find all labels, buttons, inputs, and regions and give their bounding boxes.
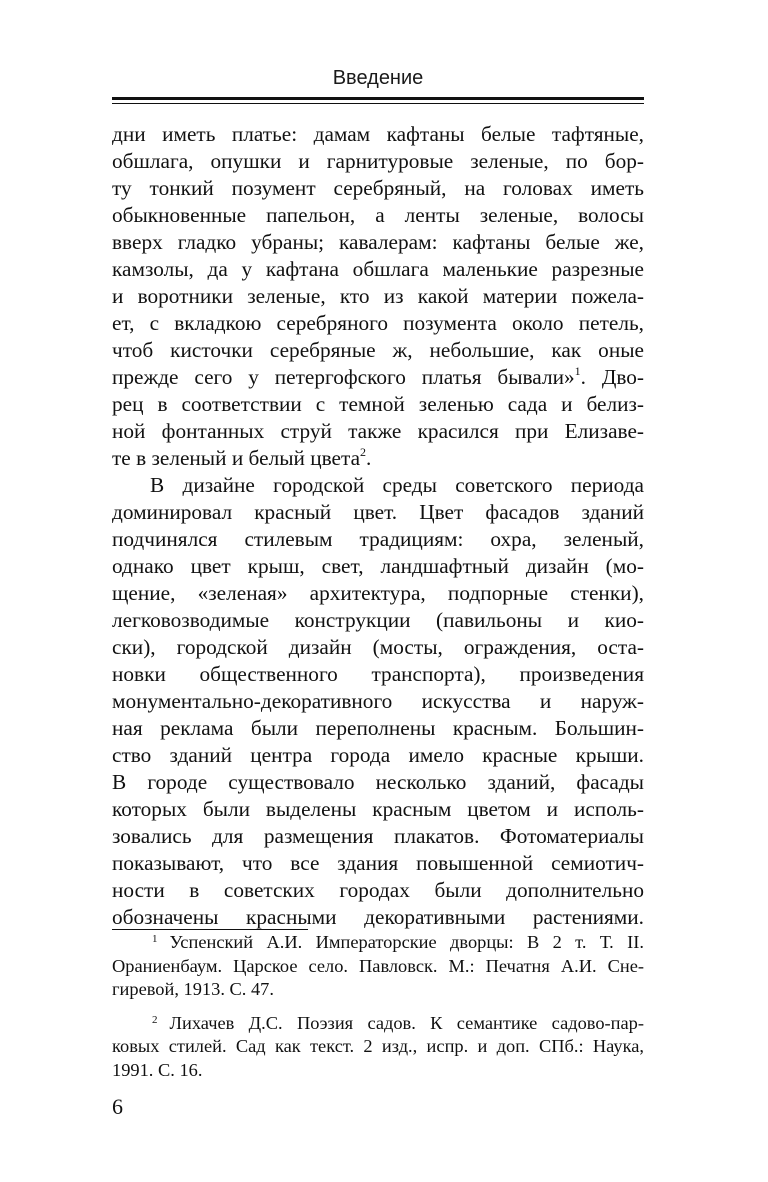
text-line: монументально-декоративного искусства и наруж- xyxy=(112,689,644,713)
body-text xyxy=(112,121,644,931)
text-line: ту тонкий позумент серебряный, на головах иметь xyxy=(112,176,644,200)
text-line-with-footnote-ref xyxy=(112,445,644,472)
footnote-mark: 2 xyxy=(152,1013,158,1026)
text-line: ности в советских городах были дополнительно xyxy=(112,878,644,902)
text-line: обшлага, опушки и гарнитуровые зеленые, по бор- xyxy=(112,149,644,173)
footnote-text: Лихачев Д.С. Поэзия садов. К семантике садово-пар- xyxy=(169,1012,644,1033)
text-line: ет, с вкладкою серебряного позумента около петель, xyxy=(112,311,644,335)
footnote-text: Успенский А.И. Императорские дворцы: В 2 т. Т. II. xyxy=(169,932,644,952)
text-line: которых были выделены красным цветом и исполь- xyxy=(112,797,644,821)
text-line: подчинялся стилевым традициям: охра, зеленый, xyxy=(112,527,644,551)
text-segment: . xyxy=(366,446,372,470)
text-line: камзолы, да у кафтана обшлага маленькие разрезные xyxy=(112,257,644,281)
text-line: ски), городской дизайн (мосты, ограждения, оста- xyxy=(112,635,644,659)
footnote-line: 1991. С. 16. xyxy=(112,1059,203,1080)
running-head: Введение xyxy=(332,67,424,89)
text-line: ная реклама были переполнены красным. Большин- xyxy=(112,716,644,740)
text-line: показывают, что все здания повышенной семиотич- xyxy=(112,851,644,875)
text-line: щение, «зеленая» архитектура, подпорные стенки), xyxy=(112,581,644,605)
text-line: и воротники зеленые, кто из какой материи пожела- xyxy=(112,284,644,308)
footnote-mark: 1 xyxy=(152,933,158,945)
footnote-line: гиревой, 1913. С. 47. xyxy=(112,979,274,999)
text-line: однако цвет крыш, свет, ландшафтный дизайн (мо- xyxy=(112,554,644,578)
footnote-line: ковых стилей. Сад как текст. 2 изд., испр. и доп. СПб.: Наука, xyxy=(112,1036,644,1056)
text-line: доминировал красный цвет. Цвет фасадов зданий xyxy=(112,500,644,524)
text-line: В городе существовало несколько зданий, фасады xyxy=(112,770,644,794)
text-segment: прежде сего у петергофского платья бывали» xyxy=(112,365,575,389)
text-segment: те в зеленый и белый цвета xyxy=(112,446,361,470)
footnote-2 xyxy=(112,1012,644,1036)
text-line: легковозводимые конструкции (павильоны и кио- xyxy=(112,608,644,632)
text-line: рец в соответствии с темной зеленью сада и белиз- xyxy=(112,392,644,416)
footnote-1 xyxy=(112,931,644,955)
text-line: чтоб кисточки серебряные ж, небольшие, как оные xyxy=(112,338,644,362)
footnote-ref[interactable]: 2 xyxy=(360,445,367,459)
text-line: обозначены красными декоративными растениями. xyxy=(112,905,644,929)
header-rule-thin xyxy=(112,103,644,104)
footnote-line: Ораниенбаум. Царское село. Павловск. М.: Печатня А.И. Сне- xyxy=(112,955,644,976)
text-segment: . Дво- xyxy=(580,365,644,389)
paragraph-first-line: В дизайне городской среды советского периода xyxy=(150,473,644,497)
footnotes xyxy=(112,931,644,1082)
footnote-ref[interactable]: 1 xyxy=(574,364,581,378)
text-line: дни иметь платье: дамам кафтаны белые тафтяные, xyxy=(112,122,644,146)
text-line: ство зданий центра города имело красные крыши. xyxy=(112,743,644,767)
text-line-with-footnote-ref xyxy=(112,364,644,391)
text-line: новки общественного транспорта), произведения xyxy=(112,662,644,686)
header-rule-thick xyxy=(112,97,644,100)
page-number: 6 xyxy=(112,1094,123,1119)
text-line: зовались для размещения плакатов. Фотоматериалы xyxy=(112,824,644,848)
text-line: обыкновенные папельон, а ленты зеленые, волосы xyxy=(112,203,644,227)
footnote-separator xyxy=(112,929,308,930)
text-line: ной фонтанных струй также красился при Елизаве- xyxy=(112,419,644,443)
text-line: вверх гладко убраны; кавалерам: кафтаны белые же, xyxy=(112,230,644,254)
